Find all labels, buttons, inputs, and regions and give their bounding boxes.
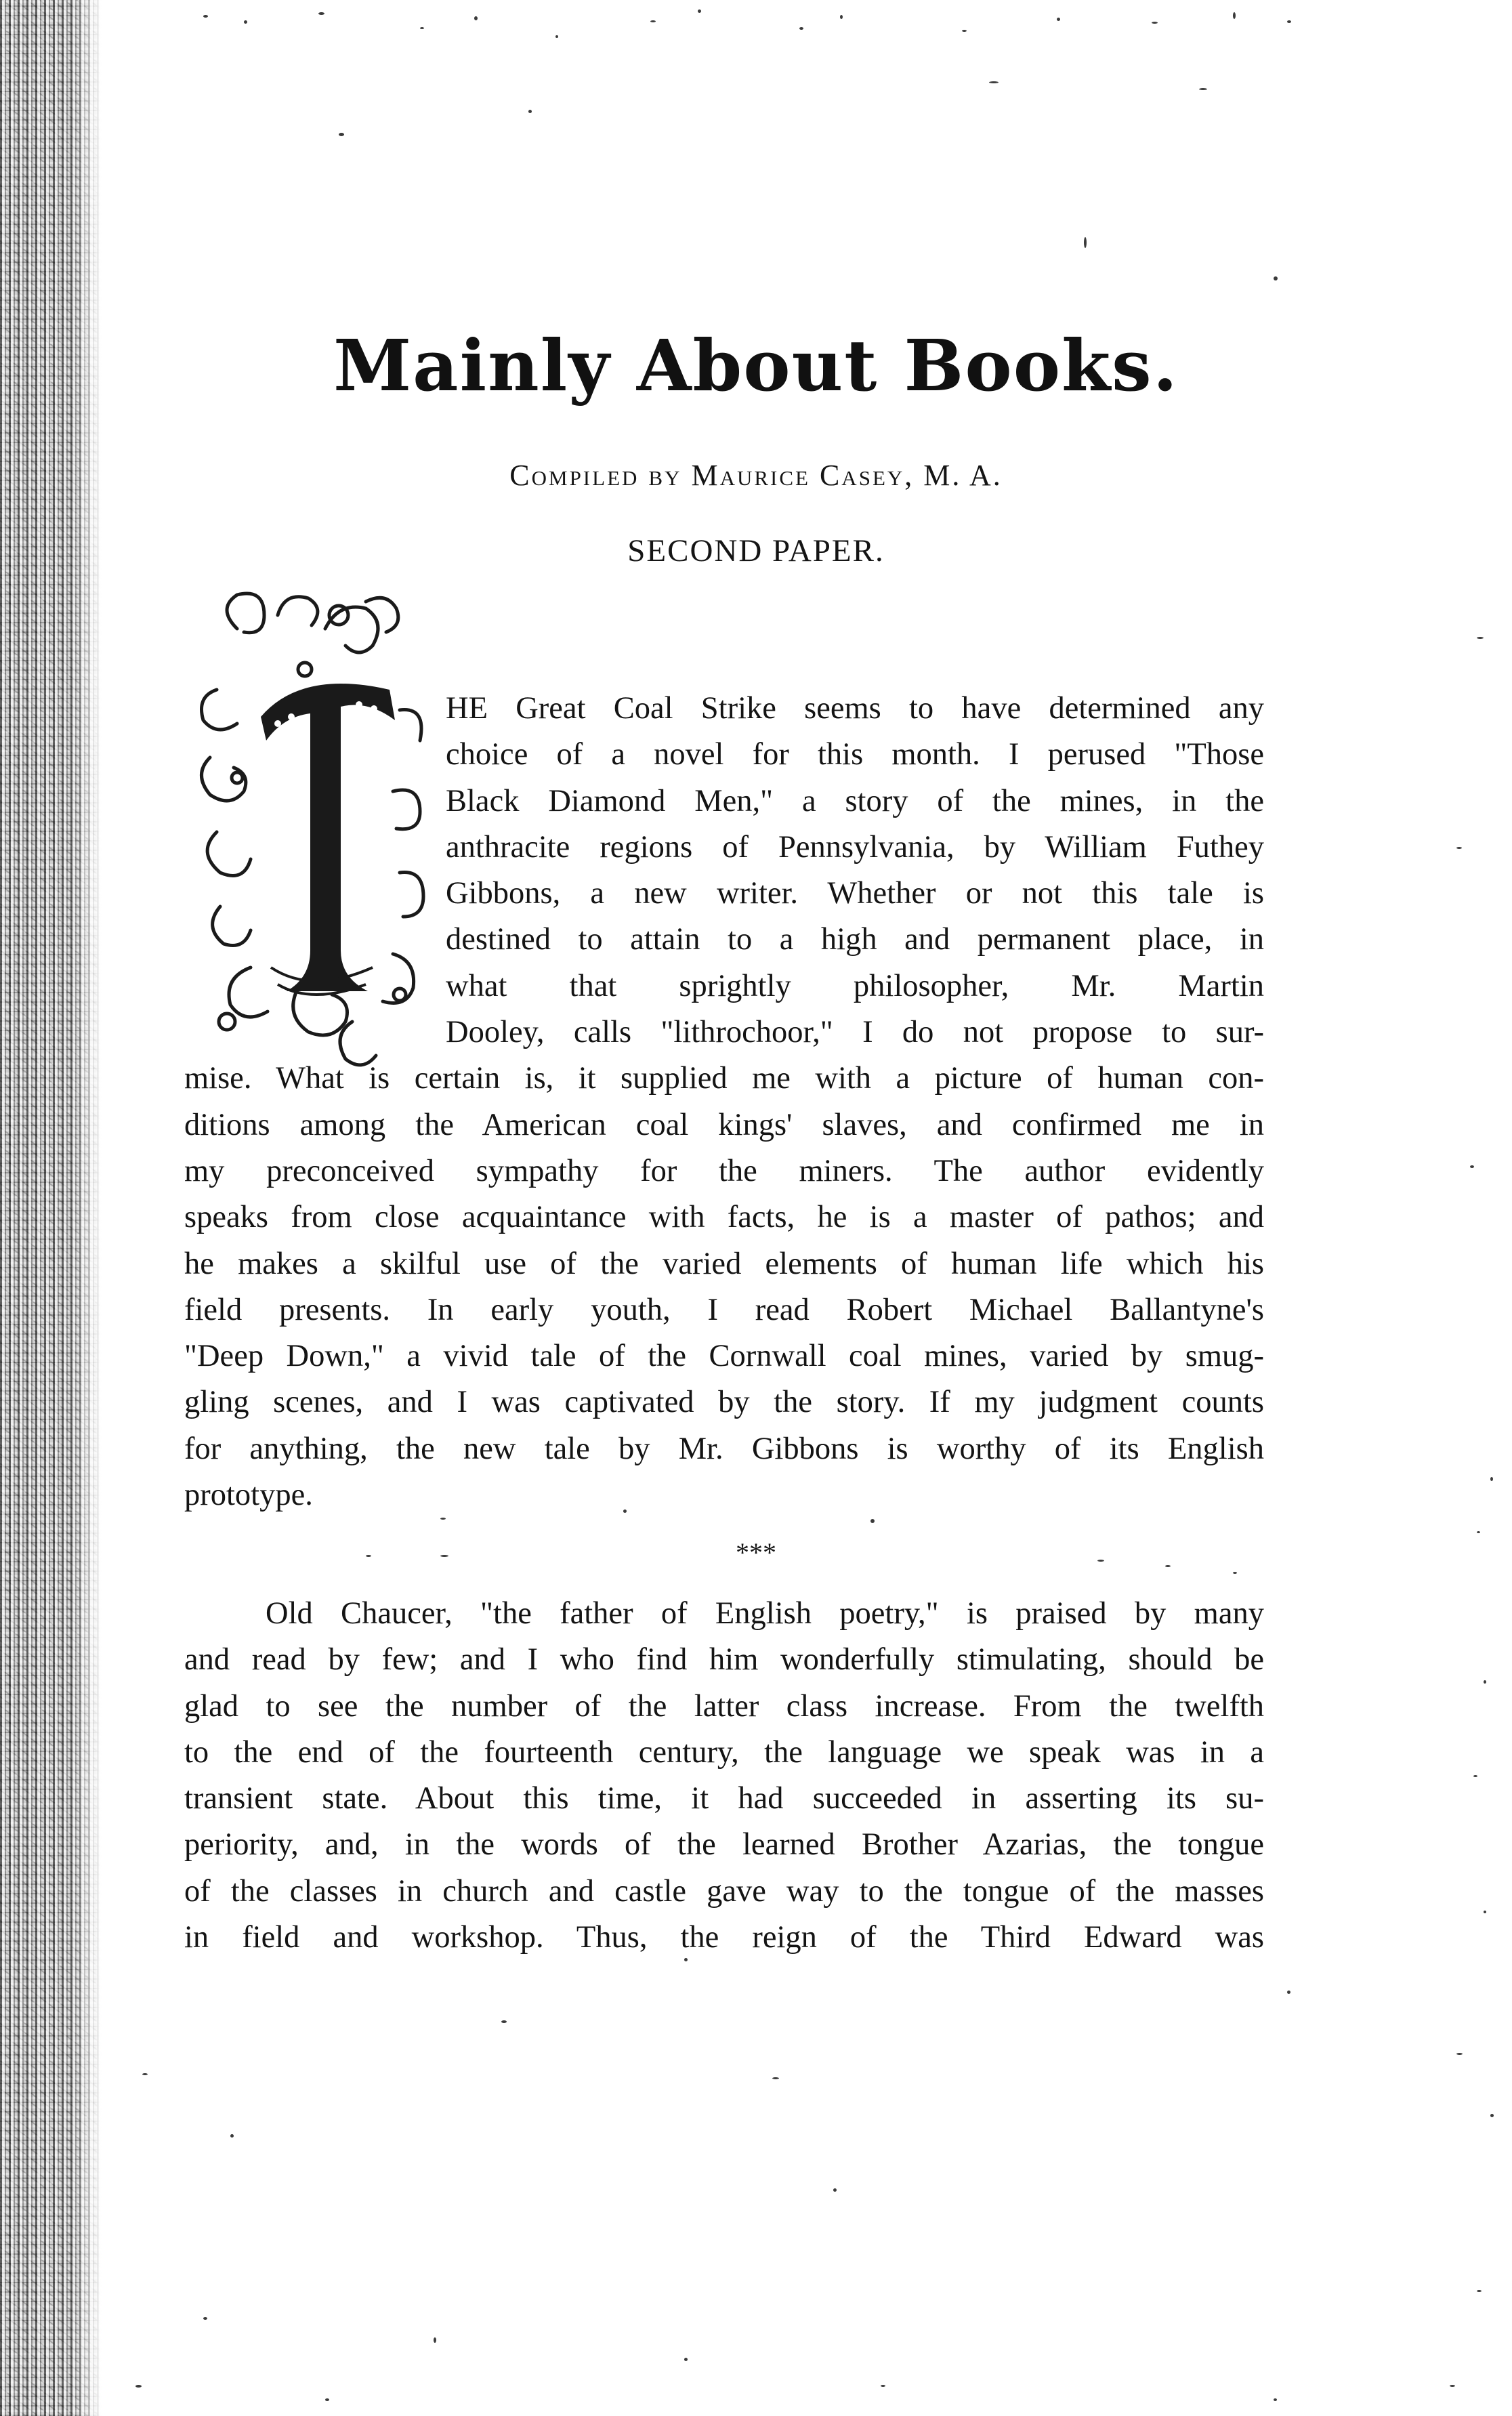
text-line: prototype. xyxy=(184,1478,313,1513)
text-line: glad to see the number of the latter class increase. From the twelfth xyxy=(184,1688,1264,1724)
text-line: gling scenes, and I was captivated by the story. If my judgment counts xyxy=(184,1385,1264,1420)
article-byline: Compiled by Maurice Casey, M. A. xyxy=(509,459,1003,492)
text-line: field presents. In early youth, I read Robert Michael Ballantyne's xyxy=(184,1292,1264,1327)
text-line: anthracite regions of Pennsylvania, by William Futhey xyxy=(446,829,1264,865)
text-line: what that sprightly philosopher, Mr. Martin xyxy=(446,968,1264,1003)
text-line: Gibbons, a new writer. Whether or not this tale is xyxy=(446,876,1264,911)
article-subtitle: SECOND PAPER. xyxy=(627,533,885,568)
text-line: transient state. About this time, it had succeeded in asserting its su- xyxy=(184,1781,1264,1816)
text-line: HE Great Coal Strike seems to have determined any xyxy=(446,691,1264,726)
text-line: destined to attain to a high and permanent place, in xyxy=(446,922,1264,957)
article-title: Mainly About Books. xyxy=(333,324,1179,407)
text-line: to the end of the fourteenth century, the language we speak was in a xyxy=(184,1734,1264,1770)
text-line: speaks from close acquaintance with facts, he is a master of pathos; and xyxy=(184,1200,1264,1235)
section-separator: *** xyxy=(736,1537,776,1568)
text-line: choice of a novel for this month. I perused "Those xyxy=(446,737,1264,772)
text-line: Old Chaucer, "the father of English poetry," is praised by many xyxy=(266,1596,1264,1631)
paragraph-2 xyxy=(184,1591,1264,1961)
text-line: mise. What is certain is, it supplied me with a picture of human con- xyxy=(184,1061,1264,1096)
text-line: in field and workshop. Thus, the reign of the Third Edward was xyxy=(184,1920,1264,1955)
text-line: my preconceived sympathy for the miners. The author evidently xyxy=(184,1153,1264,1188)
text-line: he makes a skilful use of the varied elements of human life which his xyxy=(184,1246,1264,1281)
text-line: Dooley, calls "lithrochoor," I do not propose to sur- xyxy=(446,1015,1264,1050)
text-line: Black Diamond Men," a story of the mines, in the xyxy=(446,783,1264,818)
paragraph-1 xyxy=(184,686,1264,1518)
text-line: for anything, the new tale by Mr. Gibbons is worthy of its English xyxy=(184,1431,1264,1466)
text-line: of the classes in church and castle gave way to the tongue of the masses xyxy=(184,1873,1264,1909)
text-line: periority, and, in the words of the learned Brother Azarias, the tongue xyxy=(184,1827,1264,1862)
text-line: "Deep Down," a vivid tale of the Cornwall coal mines, varied by smug- xyxy=(184,1339,1264,1374)
text-line: and read by few; and I who find him wonderfully stimulating, should be xyxy=(184,1642,1264,1678)
text-line: ditions among the American coal kings' slaves, and confirmed me in xyxy=(184,1107,1264,1142)
